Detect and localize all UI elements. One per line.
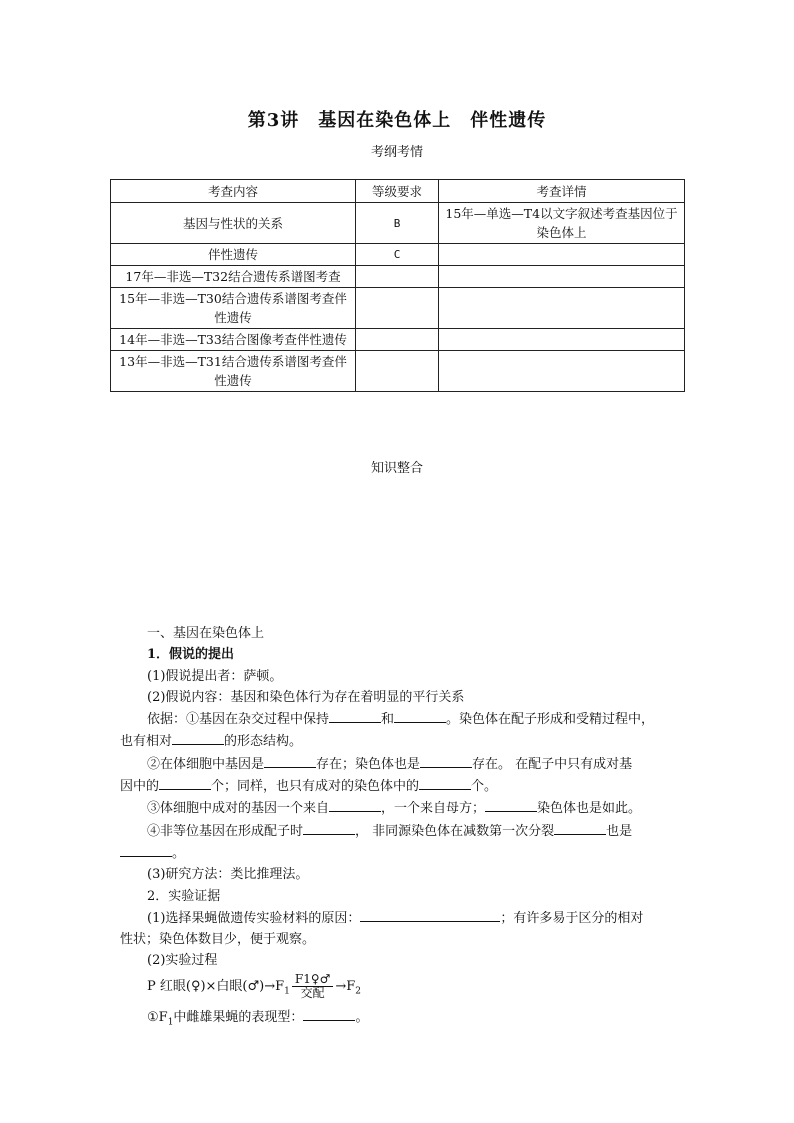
text: 存在。 在配子中只有成对基 (472, 756, 633, 772)
subscript: 2 (355, 986, 362, 997)
table-cell (356, 266, 439, 288)
fill-blank[interactable] (360, 907, 500, 922)
text: 个；同样，也只有成对的染色体中的 (211, 779, 420, 795)
table-cell: 17年—非选—T32结合遗传系谱图考查 (111, 266, 356, 288)
section-heading: 一、基因在染色体上 (147, 626, 265, 641)
table-row (111, 203, 685, 244)
paragraph (120, 1006, 680, 1034)
subscript: 1 (284, 986, 290, 997)
text: P 红眼(♀)×白眼(♂)→F (147, 978, 285, 994)
text: 。 (355, 1010, 369, 1026)
text: ③体细胞中成对的基因一个来自 (147, 801, 330, 817)
table-cell (439, 329, 685, 351)
cross-diagram (120, 972, 680, 1007)
table-row (111, 266, 685, 288)
table-cell: 13年—非选—T31结合遗传系谱图考查伴性遗传 (111, 351, 356, 392)
paragraph: (3)研究方法：类比推理法。 (147, 867, 309, 883)
cross-fraction (292, 973, 334, 1000)
table-cell (439, 266, 685, 288)
table-header: 考查详情 (439, 180, 685, 203)
paragraph (120, 842, 680, 864)
fill-blank[interactable] (420, 753, 472, 768)
text: ；有许多易于区分的相对 (500, 910, 644, 926)
paragraph (120, 753, 680, 775)
table-header-row (111, 180, 685, 203)
table-cell: 15年—非选—T30结合遗传系谱图考查伴性遗传 (111, 288, 356, 329)
text: 也是 (606, 823, 633, 839)
subscript: 1 (167, 1017, 174, 1028)
paragraph: (2)假说内容：基因和染色体行为存在着明显的平行关系 (147, 689, 465, 705)
paragraph: (2)实验过程 (147, 953, 218, 969)
table-cell (356, 351, 439, 392)
paragraph: 性状；染色体数目少，便于观察。 (120, 932, 316, 948)
text: ②在体细胞中基因是 (147, 756, 265, 772)
text: ，一个来自母方； (381, 801, 486, 817)
text: 染色体也是如此。 (537, 801, 642, 817)
fraction-bottom: 交配 (300, 985, 325, 1000)
text: 。 (172, 845, 186, 861)
fill-blank[interactable] (303, 1006, 355, 1021)
subsection-heading: 2．实验证据 (147, 888, 221, 904)
table-row (111, 329, 685, 351)
table-cell: 伴性遗传 (111, 244, 356, 266)
text: 存在；染色体也是 (316, 756, 421, 772)
table-row (111, 288, 685, 329)
table-row (111, 244, 685, 266)
text: →F (335, 978, 356, 994)
exam-outline-table (110, 179, 685, 392)
text: ①F (147, 1010, 168, 1026)
table-row (111, 351, 685, 392)
table-cell: C (356, 244, 439, 266)
table-cell (356, 288, 439, 329)
paragraph (120, 730, 680, 752)
paragraph: (1)假说提出者：萨顿。 (147, 668, 283, 684)
text: 和 (381, 712, 395, 728)
subsection-heading: 1．假说的提出 (147, 647, 235, 663)
fill-blank[interactable] (329, 797, 381, 812)
table-header: 等级要求 (356, 180, 439, 203)
knowledge-content (120, 623, 680, 1034)
text: (1)选择果蝇做遗传实验材料的原因： (147, 910, 361, 926)
table-cell (439, 351, 685, 392)
table-cell: 15年—单选—T4以文字叙述考查基因位于染色体上 (439, 203, 685, 244)
table-cell: 14年—非选—T33结合图像考查伴性遗传 (111, 329, 356, 351)
fill-blank[interactable] (485, 797, 537, 812)
text: 也有相对 (120, 734, 173, 750)
paragraph (120, 708, 680, 730)
fill-blank[interactable] (303, 820, 355, 835)
fill-blank[interactable] (172, 730, 224, 745)
fill-blank[interactable] (120, 842, 172, 857)
text: 个。 (471, 779, 498, 795)
fill-blank[interactable] (419, 775, 471, 790)
paragraph (120, 820, 680, 842)
fill-blank[interactable] (159, 775, 211, 790)
fill-blank[interactable] (554, 820, 606, 835)
fill-blank[interactable] (394, 708, 446, 723)
text: 。染色体在配子形成和受精过程中， (446, 712, 655, 728)
section-heading-knowledge: 知识整合 (370, 461, 423, 476)
table-cell (439, 244, 685, 266)
table-cell: B (356, 203, 439, 244)
fraction-top: F1♀♂ (292, 973, 334, 987)
fill-blank[interactable] (329, 708, 381, 723)
text: ④非等位基因在形成配子时 (147, 823, 304, 839)
text: 的形态结构。 (224, 734, 303, 750)
table-cell: 基因与性状的关系 (111, 203, 356, 244)
fill-blank[interactable] (264, 753, 316, 768)
table-header: 考查内容 (111, 180, 356, 203)
paragraph (120, 907, 680, 929)
text: 依据：①基因在杂交过程中保持 (147, 712, 330, 728)
paragraph (120, 797, 680, 819)
table-cell (356, 329, 439, 351)
page-title: 第3讲 基因在染色体上 伴性遗传 (247, 110, 547, 131)
text: ， 非同源染色体在减数第一次分裂 (355, 823, 555, 839)
section-heading-outline: 考纲考情 (370, 145, 423, 160)
table-cell (439, 288, 685, 329)
text: 因中的 (120, 779, 160, 795)
text: 中雌雄果蝇的表现型： (173, 1010, 304, 1026)
paragraph (120, 775, 680, 797)
